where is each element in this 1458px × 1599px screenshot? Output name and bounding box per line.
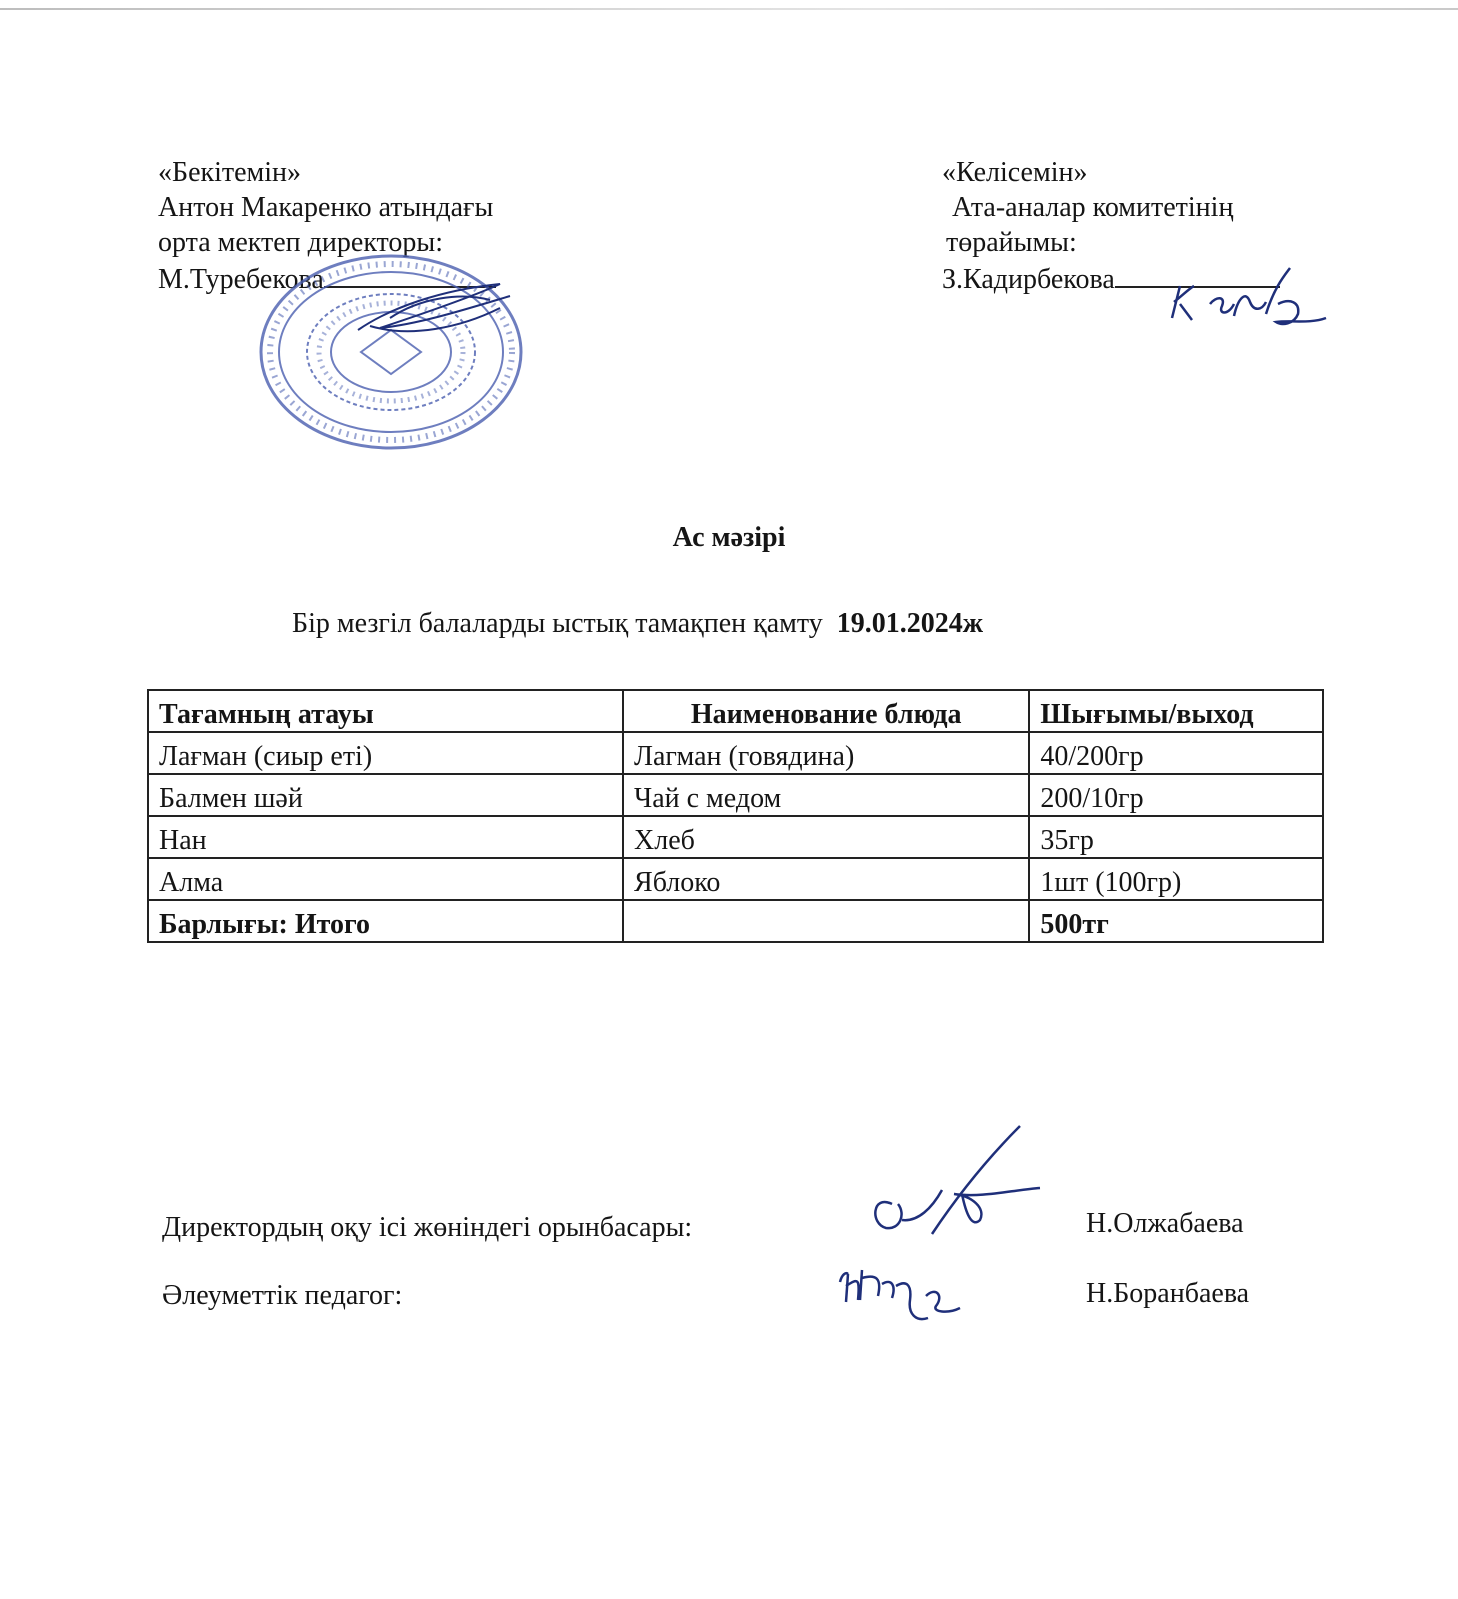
social-pedagog-signature (836, 1256, 966, 1326)
chair-signature (1150, 258, 1330, 338)
table-cell: Чай с медом (623, 774, 1029, 816)
approval-name: М.Туребекова (158, 264, 324, 295)
total-empty-cell (623, 900, 1029, 942)
scan-edge (0, 8, 1458, 10)
table-row (148, 774, 1323, 816)
page-title: Ас мәзірі (672, 522, 786, 553)
page-subtitle (292, 608, 983, 640)
header-cell: Наименование блюда (623, 690, 1029, 732)
table-row (148, 858, 1323, 900)
table-cell: Балмен шәй (148, 774, 623, 816)
approval-line-2: орта мектеп директоры: (158, 227, 444, 258)
header-cell: Тағамның атауы (148, 690, 623, 732)
table-cell: Нан (148, 816, 623, 858)
menu-table (147, 689, 1324, 943)
social-pedagog-name: Н.Боранбаева (1086, 1278, 1250, 1309)
table-cell: Яблоко (623, 858, 1029, 900)
total-label: Барлығы: Итого (148, 900, 623, 942)
total-value: 500тг (1029, 900, 1323, 942)
table-row (148, 816, 1323, 858)
deputy-role: Директордың оқу ісі жөніндегі орынбасары: (162, 1212, 693, 1243)
agreement-line-1: Ата-аналар комитетінің (952, 192, 1234, 223)
table-cell: Алма (148, 858, 623, 900)
table-cell: Хлеб (623, 816, 1029, 858)
agreement-line-2: төрайымы: (946, 227, 1077, 258)
table-cell: Лағман (сиыр еті) (148, 732, 623, 774)
agreement-heading: «Келісемін» (942, 157, 1088, 188)
table-row (148, 732, 1323, 774)
approval-heading: «Бекітемін» (158, 157, 302, 188)
subtitle-date: 19.01.2024ж (836, 608, 984, 639)
table-cell: 200/10гр (1029, 774, 1323, 816)
agreement-name: З.Кадирбекова (942, 264, 1115, 295)
table-total-row (148, 900, 1323, 942)
header-cell: Шығымы/выход (1029, 690, 1323, 732)
social-pedagog-role: Әлеуметтік педагог: (162, 1280, 403, 1311)
table-cell: 35гр (1029, 816, 1323, 858)
table-cell: 40/200гр (1029, 732, 1323, 774)
deputy-signature (862, 1124, 1042, 1254)
deputy-name: Н.Олжабаева (1086, 1208, 1244, 1239)
table-cell: Лагман (говядина) (623, 732, 1029, 774)
table-cell: 1шт (100гр) (1029, 858, 1323, 900)
director-signature (350, 278, 530, 348)
table-header-row (148, 690, 1323, 732)
approval-line-1: Антон Макаренко атындағы (158, 192, 494, 223)
subtitle-text: Бір мезгіл балаларды ыстық тамақпен қамту (292, 608, 823, 639)
